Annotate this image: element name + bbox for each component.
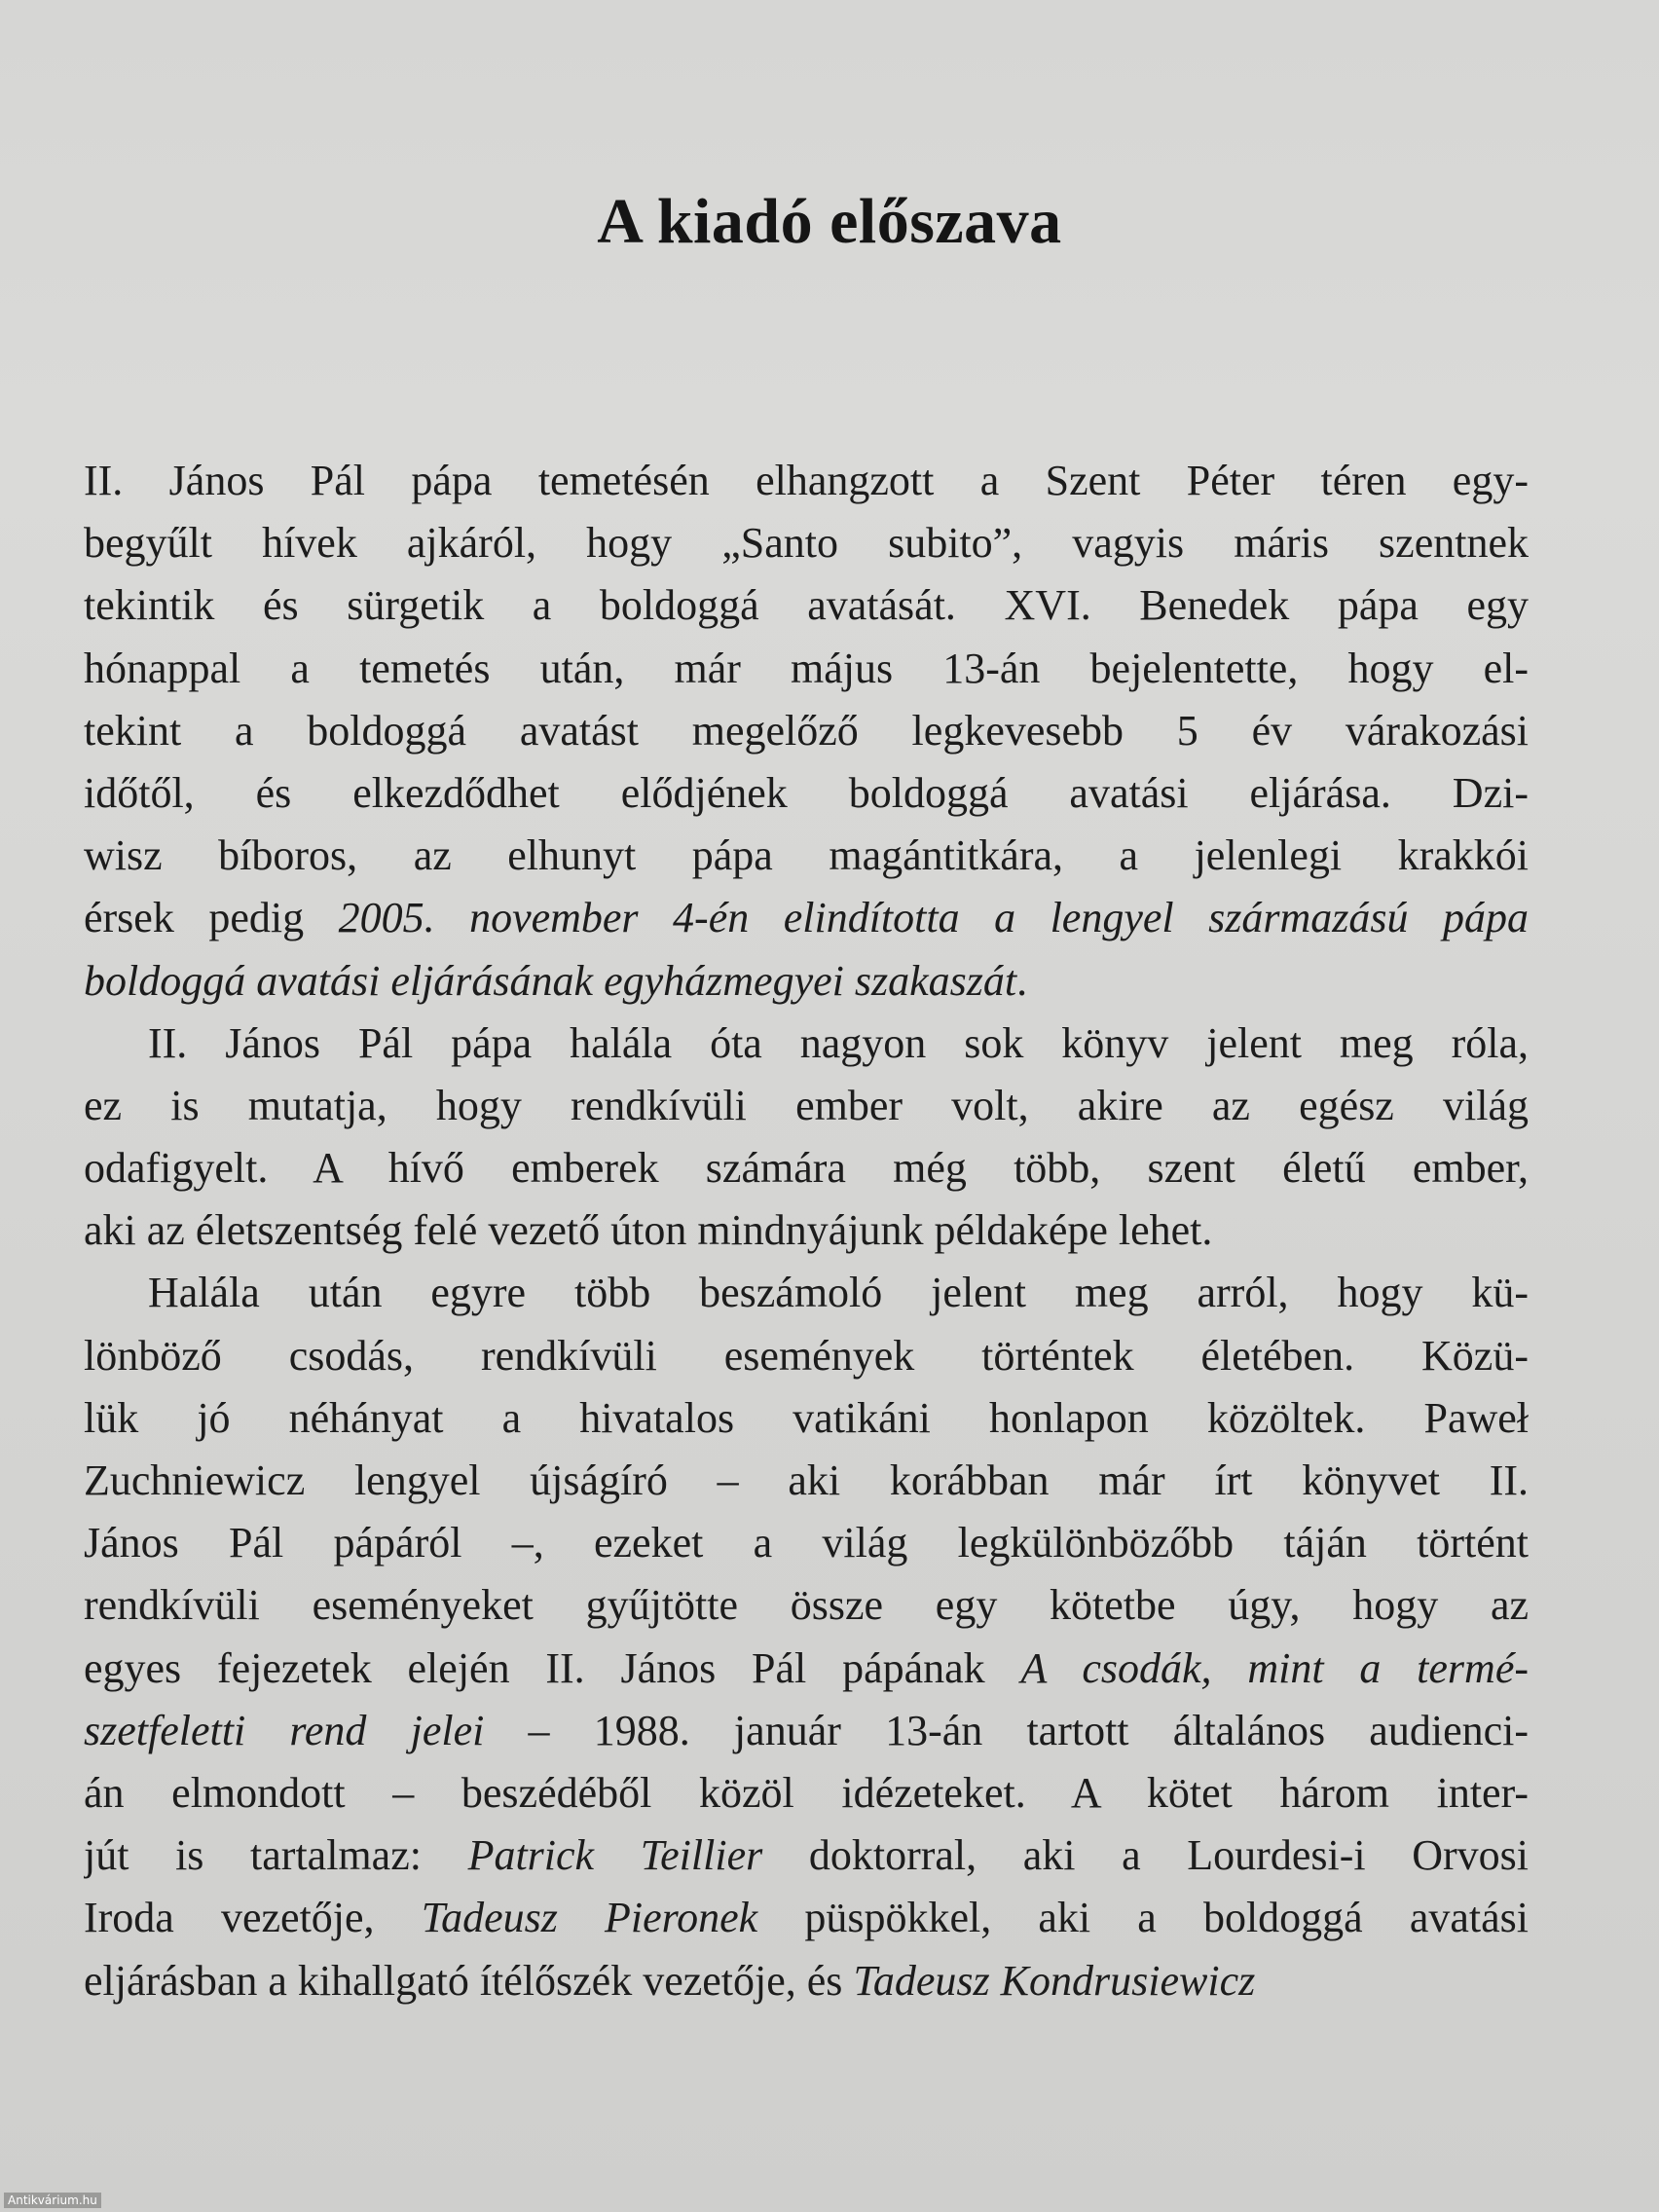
text-line [84, 1950, 1529, 2012]
paragraph [84, 1013, 1529, 1263]
text-line [84, 1638, 1529, 1700]
text-line [84, 1700, 1529, 1762]
text-line [84, 1325, 1529, 1387]
page-title: A kiadó előszava [597, 186, 1062, 257]
italic-text: szetfeletti rend jelei [84, 1706, 485, 1754]
text-line [84, 1387, 1529, 1450]
text-run: rendkívüli eseményeket gyűjtötte össze egy kötetbe úgy, hogy az [84, 1581, 1529, 1630]
text-line [84, 1075, 1529, 1137]
text-run: odafigyelt. A hívő emberek számára még több, szent életű ember, [84, 1144, 1529, 1193]
text-line [84, 1574, 1529, 1637]
text-line [84, 638, 1529, 700]
text-run: időtől, és elkezdődhet elődjének boldoggá avatási eljárása. Dzi- [84, 768, 1529, 817]
text-run: érsek pedig [84, 894, 339, 942]
text-run: begyűlt hívek ajkáról, hogy „Santo subito”, vagyis máris szentnek [84, 519, 1529, 568]
text-line [84, 1825, 1529, 1887]
text-run: aki az életszentség felé vezető úton mindnyájunk példaképe lehet. [84, 1206, 1213, 1255]
italic-text: Tadeusz Pieronek [421, 1894, 758, 1942]
text-line [84, 1199, 1529, 1262]
text-line [84, 450, 1529, 512]
italic-text: boldoggá avatási eljárásának egyházmegyei szakaszát [84, 956, 1017, 1005]
text-line [84, 950, 1529, 1013]
text-run: wisz bíboros, az elhunyt pápa magántitkára, a jelenlegi krakkói [84, 831, 1529, 880]
text-run: Halála után egyre több beszámoló jelent meg arról, hogy kü- [148, 1269, 1529, 1317]
text-run: jút is tartalmaz: [84, 1831, 468, 1880]
text-line [84, 1262, 1529, 1324]
body-text [84, 450, 1529, 2012]
text-run: lönböző csodás, rendkívüli események történtek életében. Közü- [84, 1331, 1529, 1380]
text-run: Zuchniewicz lengyel újságíró – aki korábban már írt könyvet II. [84, 1456, 1529, 1504]
paragraph [84, 450, 1529, 1013]
text-line [84, 700, 1529, 762]
text-line [84, 1887, 1529, 1949]
text-line [84, 574, 1529, 637]
italic-text: A csodák, mint a termé- [1020, 1643, 1529, 1692]
text-line [84, 1762, 1529, 1825]
italic-text: Patrick Teillier [467, 1831, 763, 1880]
text-run: püspökkel, aki a boldoggá avatási [757, 1894, 1529, 1942]
text-run: tekint a boldoggá avatást megelőző legkevesebb 5 év várakozási [84, 706, 1529, 755]
italic-text: Tadeusz Kondrusiewicz [853, 1956, 1256, 2005]
text-run: doktorral, aki a Lourdesi-i Orvosi [762, 1831, 1529, 1880]
italic-text: 2005. november 4-én elindította a lengyel származású pápa [338, 894, 1529, 942]
text-run: II. János Pál pápa halála óta nagyon sok könyv jelent meg róla, [148, 1018, 1529, 1067]
text-run: lük jó néhányat a hivatalos vatikáni honlapon közöltek. Paweł [84, 1393, 1529, 1442]
text-run: hónappal a temetés után, már május 13-án bejelentette, hogy el- [84, 644, 1529, 692]
text-run: án elmondott – beszédéből közöl idézeteket. A kötet három inter- [84, 1768, 1529, 1817]
text-run: Iroda vezetője, [84, 1894, 422, 1942]
text-run: tekintik és sürgetik a boldoggá avatását. XVI. Benedek pápa egy [84, 581, 1529, 630]
text-run: János Pál pápáról –, ezeket a világ legkülönbözőbb táján történt [84, 1519, 1529, 1567]
text-run: eljárásban a kihallgató ítélőszék vezetője, és [84, 1956, 854, 2005]
text-line [84, 1013, 1529, 1075]
text-line [84, 1450, 1529, 1512]
text-run: . [1016, 956, 1028, 1005]
text-line [84, 825, 1529, 887]
text-line [84, 887, 1529, 949]
text-run: ez is mutatja, hogy rendkívüli ember volt, akire az egész világ [84, 1081, 1529, 1129]
text-run: II. János Pál pápa temetésén elhangzott a Szent Péter téren egy- [84, 457, 1529, 504]
text-run: – 1988. január 13-án tartott általános audienci- [484, 1706, 1529, 1754]
text-run: egyes fejezetek elején II. János Pál pápának [84, 1643, 1021, 1692]
paragraph [84, 1262, 1529, 2011]
text-line [84, 762, 1529, 825]
text-line [84, 512, 1529, 574]
watermark: Antikvárium.hu [4, 2193, 101, 2208]
text-line [84, 1512, 1529, 1574]
text-line [84, 1137, 1529, 1199]
